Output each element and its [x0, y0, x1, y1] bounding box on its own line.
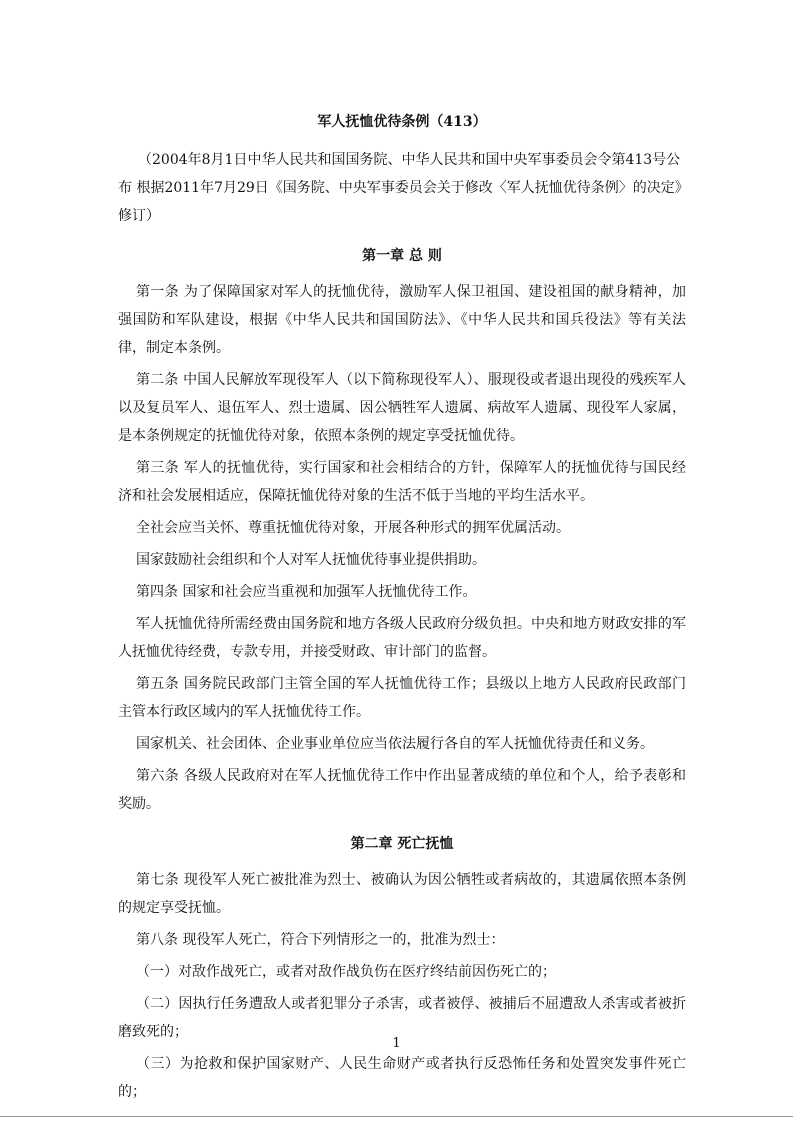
- page-number: 1: [392, 1036, 401, 1051]
- article-paragraph: 军人抚恤优待所需经费由国务院和地方各级人民政府分级负担。中央和地方财政安排的军人抚恤优待经费，专款专用，并接受财政、审计部门的监督。: [118, 616, 686, 660]
- article-paragraph: 国家机关、社会团体、企业事业单位应当依法履行各自的军人抚恤优待责任和义务。: [136, 736, 654, 752]
- chapter-heading: 第二章 死亡抚恤: [350, 836, 454, 852]
- document-preamble: （2004年8月1日中华人民共和国国务院、中华人民共和国中央军事委员会令第413号公布 根据2011年7月29日《国务院、中央军事委员会关于修改〈军人抚恤优待条例〉的决定》修订）: [118, 152, 682, 224]
- article-paragraph: 第一条 为了保障国家对军人的抚恤优待，激励军人保卫祖国、建设祖国的献身精神，加强国防和军队建设，根据《中华人民共和国国防法》、《中华人民共和国兵役法》等有关法律，制定本条例。: [118, 284, 686, 356]
- document-title: 军人抚恤优待条例（413）: [317, 114, 487, 130]
- chapter-heading: 第一章 总 则: [362, 248, 442, 264]
- list-item: （一）对敌作战死亡，或者对敌作战负伤在医疗终结前因伤死亡的；: [136, 964, 556, 980]
- list-item: （三）为抢救和保护国家财产、人民生命财产或者执行反恐怖任务和处置突发事件死亡的；: [118, 1056, 686, 1100]
- article-paragraph: 全社会应当关怀、尊重抚恤优待对象，开展各种形式的拥军优属活动。: [136, 520, 570, 536]
- article-paragraph: 第二条 中国人民解放军现役军人（以下简称现役军人）、服现役或者退出现役的残疾军人以及复员军人、退伍军人、烈士遗属、因公牺牲军人遗属、病故军人遗属、现役军人家属，是本条例规定的抚恤优待对象，依照本条例的规定享受抚恤优待。: [118, 372, 686, 444]
- article-paragraph: 第七条 现役军人死亡被批准为烈士、被确认为因公牺牲或者病故的，其遗属依照本条例的规定享受抚恤。: [118, 872, 686, 916]
- page-bottom-rule: [0, 1116, 793, 1117]
- list-item: （二）因执行任务遭敌人或者犯罪分子杀害，或者被俘、被捕后不屈遭敌人杀害或者被折磨致死的；: [118, 996, 686, 1040]
- article-paragraph: 第六条 各级人民政府对在军人抚恤优待工作中作出显著成绩的单位和个人，给予表彰和奖励。: [118, 768, 686, 812]
- article-paragraph: 第三条 军人的抚恤优待，实行国家和社会相结合的方针，保障军人的抚恤优待与国民经济和社会发展相适应，保障抚恤优待对象的生活不低于当地的平均生活水平。: [118, 460, 686, 504]
- article-paragraph: 第五条 国务院民政部门主管全国的军人抚恤优待工作；县级以上地方人民政府民政部门主管本行政区域内的军人抚恤优待工作。: [118, 676, 686, 720]
- document-body: [118, 110, 686, 1110]
- article-paragraph: 第四条 国家和社会应当重视和加强军人抚恤优待工作。: [136, 584, 477, 600]
- article-paragraph: 国家鼓励社会组织和个人对军人抚恤优待事业提供捐助。: [136, 552, 486, 568]
- article-paragraph: 第八条 现役军人死亡，符合下列情形之一的，批准为烈士：: [136, 932, 505, 948]
